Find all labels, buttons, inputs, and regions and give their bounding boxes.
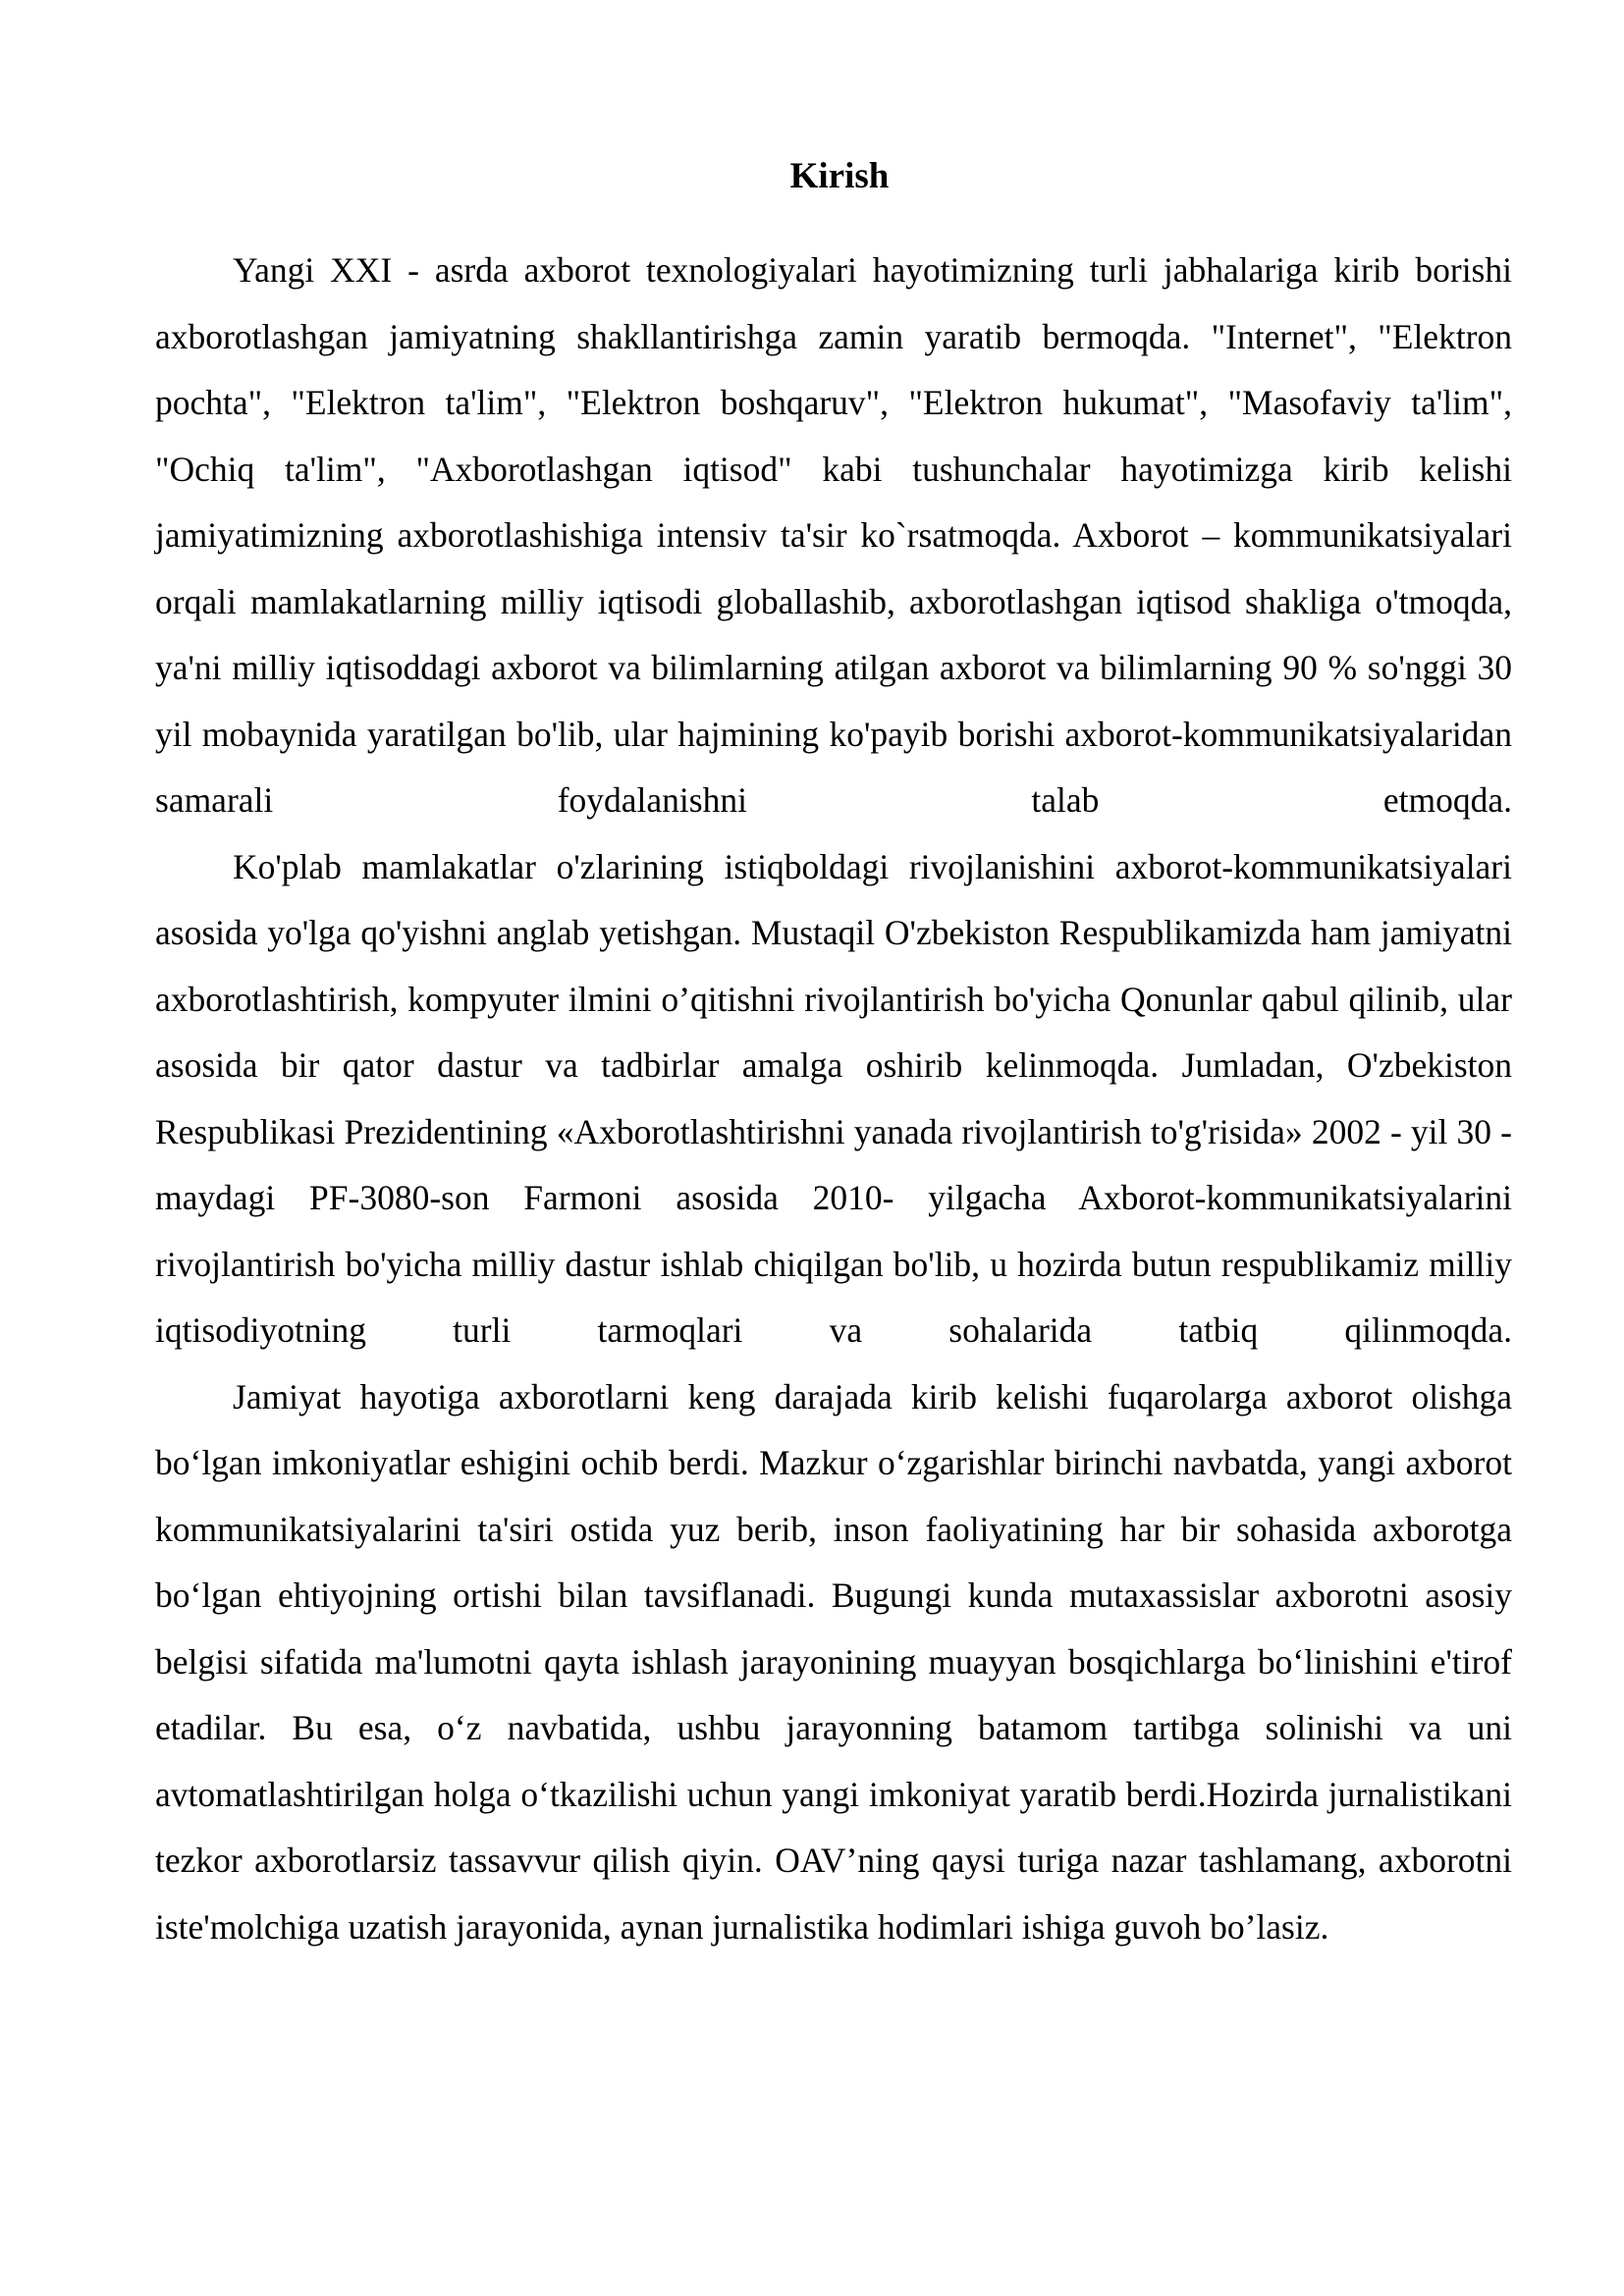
- paragraph-3: Jamiyat hayotiga axborotlarni keng darajada kirib kelishi fuqarolarga axborot olishga bo‘lgan imkoniyatlar eshigini ochib berdi. Mazkur o‘zgarishlar birinchi navbatda, yangi axborot kommunikatsiyalarini ta'siri ostida yuz berib, inson faoliyatining har bir sohasida axborotga bo‘lgan ehtiyojning ortishi bilan tavsiflanadi. Bugungi kunda mutaxassislar axborotni asosiy belgisi sifatida ma'lumotni qayta ishlash jarayonining muayyan bosqichlarga bo‘linishini e'tirof etadilar. Bu esa, o‘z navbatida, ushbu jarayonning batamom tartibga solinishi va uni avtomatlashtirilgan holga o‘tkazilishi uchun yangi imkoniyat yaratib berdi.Hozirda jurnalistikani tezkor axborotlarsiz tassavvur qilish qiyin. OAV’ning qaysi turiga nazar tashlamang, axborotni iste'molchiga uzatish jarayonida, aynan jurnalistika hodimlari ishiga guvoh bo’lasiz.: [155, 1376, 1512, 1947]
- paragraph-1: Yangi XXI - asrda axborot texnologiyalari hayotimizning turli jabhalariga kirib borishi axborotlashgan jamiyatning shakllantirishga zamin yaratib bermoqda. "Internet", "Elektron pochta", "Elektron ta'lim", "Elektron boshqaruv", "Elektron hukumat", "Masofaviy ta'lim", "Ochiq ta'lim", "Axborotlashgan iqtisod" kabi tushunchalar hayotimizga kirib kelishi jamiyatimizning axborotlashishiga intensiv ta'sir ko`rsatmoqda. Axborot – kommunikatsiyalari orqali mamlakatlarning milliy iqtisodi globallashib, axborotlashgan iqtisod shakliga o'tmoqda, ya'ni milliy iqtisoddagi axborot va bilimlarning atilgan axborot va bilimlarning 90 % so'nggi 30 yil mobaynida yaratilgan bo'lib, ular hajmining ko'payib borishi axborot-kommunikatsiyalaridan samarali foydalanishni talab etmoqda.: [155, 250, 1512, 820]
- paragraph-2: Ko'plab mamlakatlar o'zlarining istiqboldagi rivojlanishini axborot-kommunikatsiyalari asosida yo'lga qo'yishni anglab yetishgan. Mustaqil O'zbekiston Respublikamizda ham jamiyatni axborotlashtirish, kompyuter ilmini o’qitishni rivojlantirish bo'yicha Qonunlar qabul qilinib, ular asosida bir qator dastur va tadbirlar amalga oshirib kelinmoqda. Jumladan, O'zbekiston Respublikasi Prezidentining «Axborotlashtirishni yanada rivojlantirish to'g'risida» 2002 - yil 30 - maydagi PF-3080-son Farmoni asosida 2010- yilgacha Axborot-kommunikatsiyalarini rivojlantirish bo'yicha milliy dastur ishlab chiqilgan bo'lib, u hozirda butun respublikamiz milliy iqtisodiyotning turli tarmoqlari va sohalarida tatbiq qilinmoqda.: [155, 846, 1512, 1350]
- page-title: Kirish: [789, 156, 890, 196]
- body-text: [155, 238, 1512, 1960]
